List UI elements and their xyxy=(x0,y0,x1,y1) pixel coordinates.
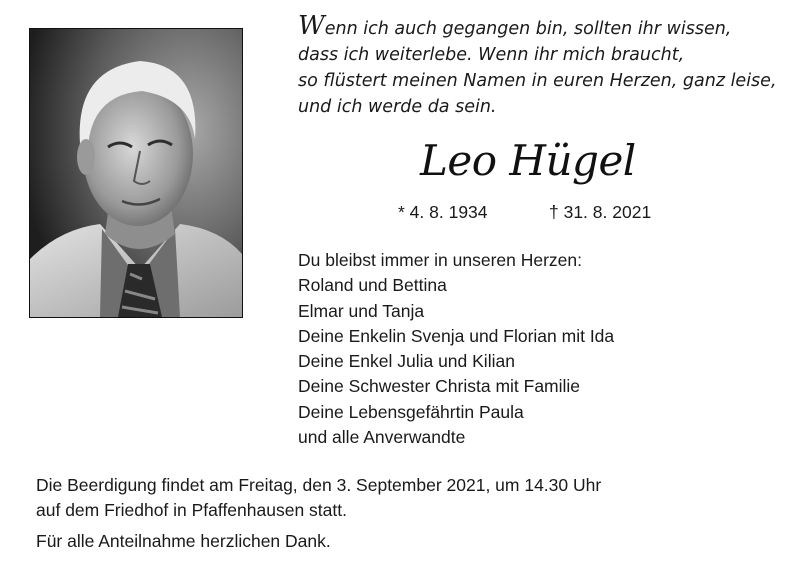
portrait-photo xyxy=(29,28,243,318)
mourner-line: Deine Enkel Julia und Kilian xyxy=(298,351,515,372)
mourner-line: und alle Anverwandte xyxy=(298,427,466,448)
mourner-line: Roland und Bettina xyxy=(298,275,447,296)
mourner-line: Deine Lebensgefährtin Paula xyxy=(298,401,524,422)
memorial-poem xyxy=(298,11,778,120)
deceased-name: Leo Hügel xyxy=(420,136,636,185)
thanks-note: Für alle Anteilnahme herzlichen Dank. xyxy=(36,531,331,551)
birth-date: * 4. 8. 1934 xyxy=(398,202,488,222)
funeral-line: Die Beerdigung findet am Freitag, den 3. September 2021, um 14.30 Uhr xyxy=(36,475,602,495)
poem-dropcap: W xyxy=(298,11,325,41)
poem-line: dass ich weiterlebe. Wenn ihr mich braucht, xyxy=(298,45,685,65)
portrait-image xyxy=(30,29,242,317)
mourner-line: Deine Schwester Christa mit Familie xyxy=(298,376,581,397)
poem-line xyxy=(298,11,778,42)
mourner-line: Du bleibst immer in unseren Herzen: xyxy=(298,250,583,270)
poem-line-text: enn ich auch gegangen bin, sollten ihr wissen, xyxy=(324,19,732,39)
funeral-line: auf dem Friedhof in Pfaffenhausen statt. xyxy=(36,500,347,521)
mourner-line: Deine Enkelin Svenja und Florian mit Ida xyxy=(298,325,615,346)
poem-line: so flüstert meinen Namen in euren Herzen, ganz leise, xyxy=(298,71,777,91)
poem-line: und ich werde da sein. xyxy=(298,97,497,117)
mourners-list xyxy=(298,248,614,450)
mourner-line: Elmar und Tanja xyxy=(298,300,425,321)
funeral-notice xyxy=(36,473,776,524)
death-date: † 31. 8. 2021 xyxy=(549,202,652,222)
